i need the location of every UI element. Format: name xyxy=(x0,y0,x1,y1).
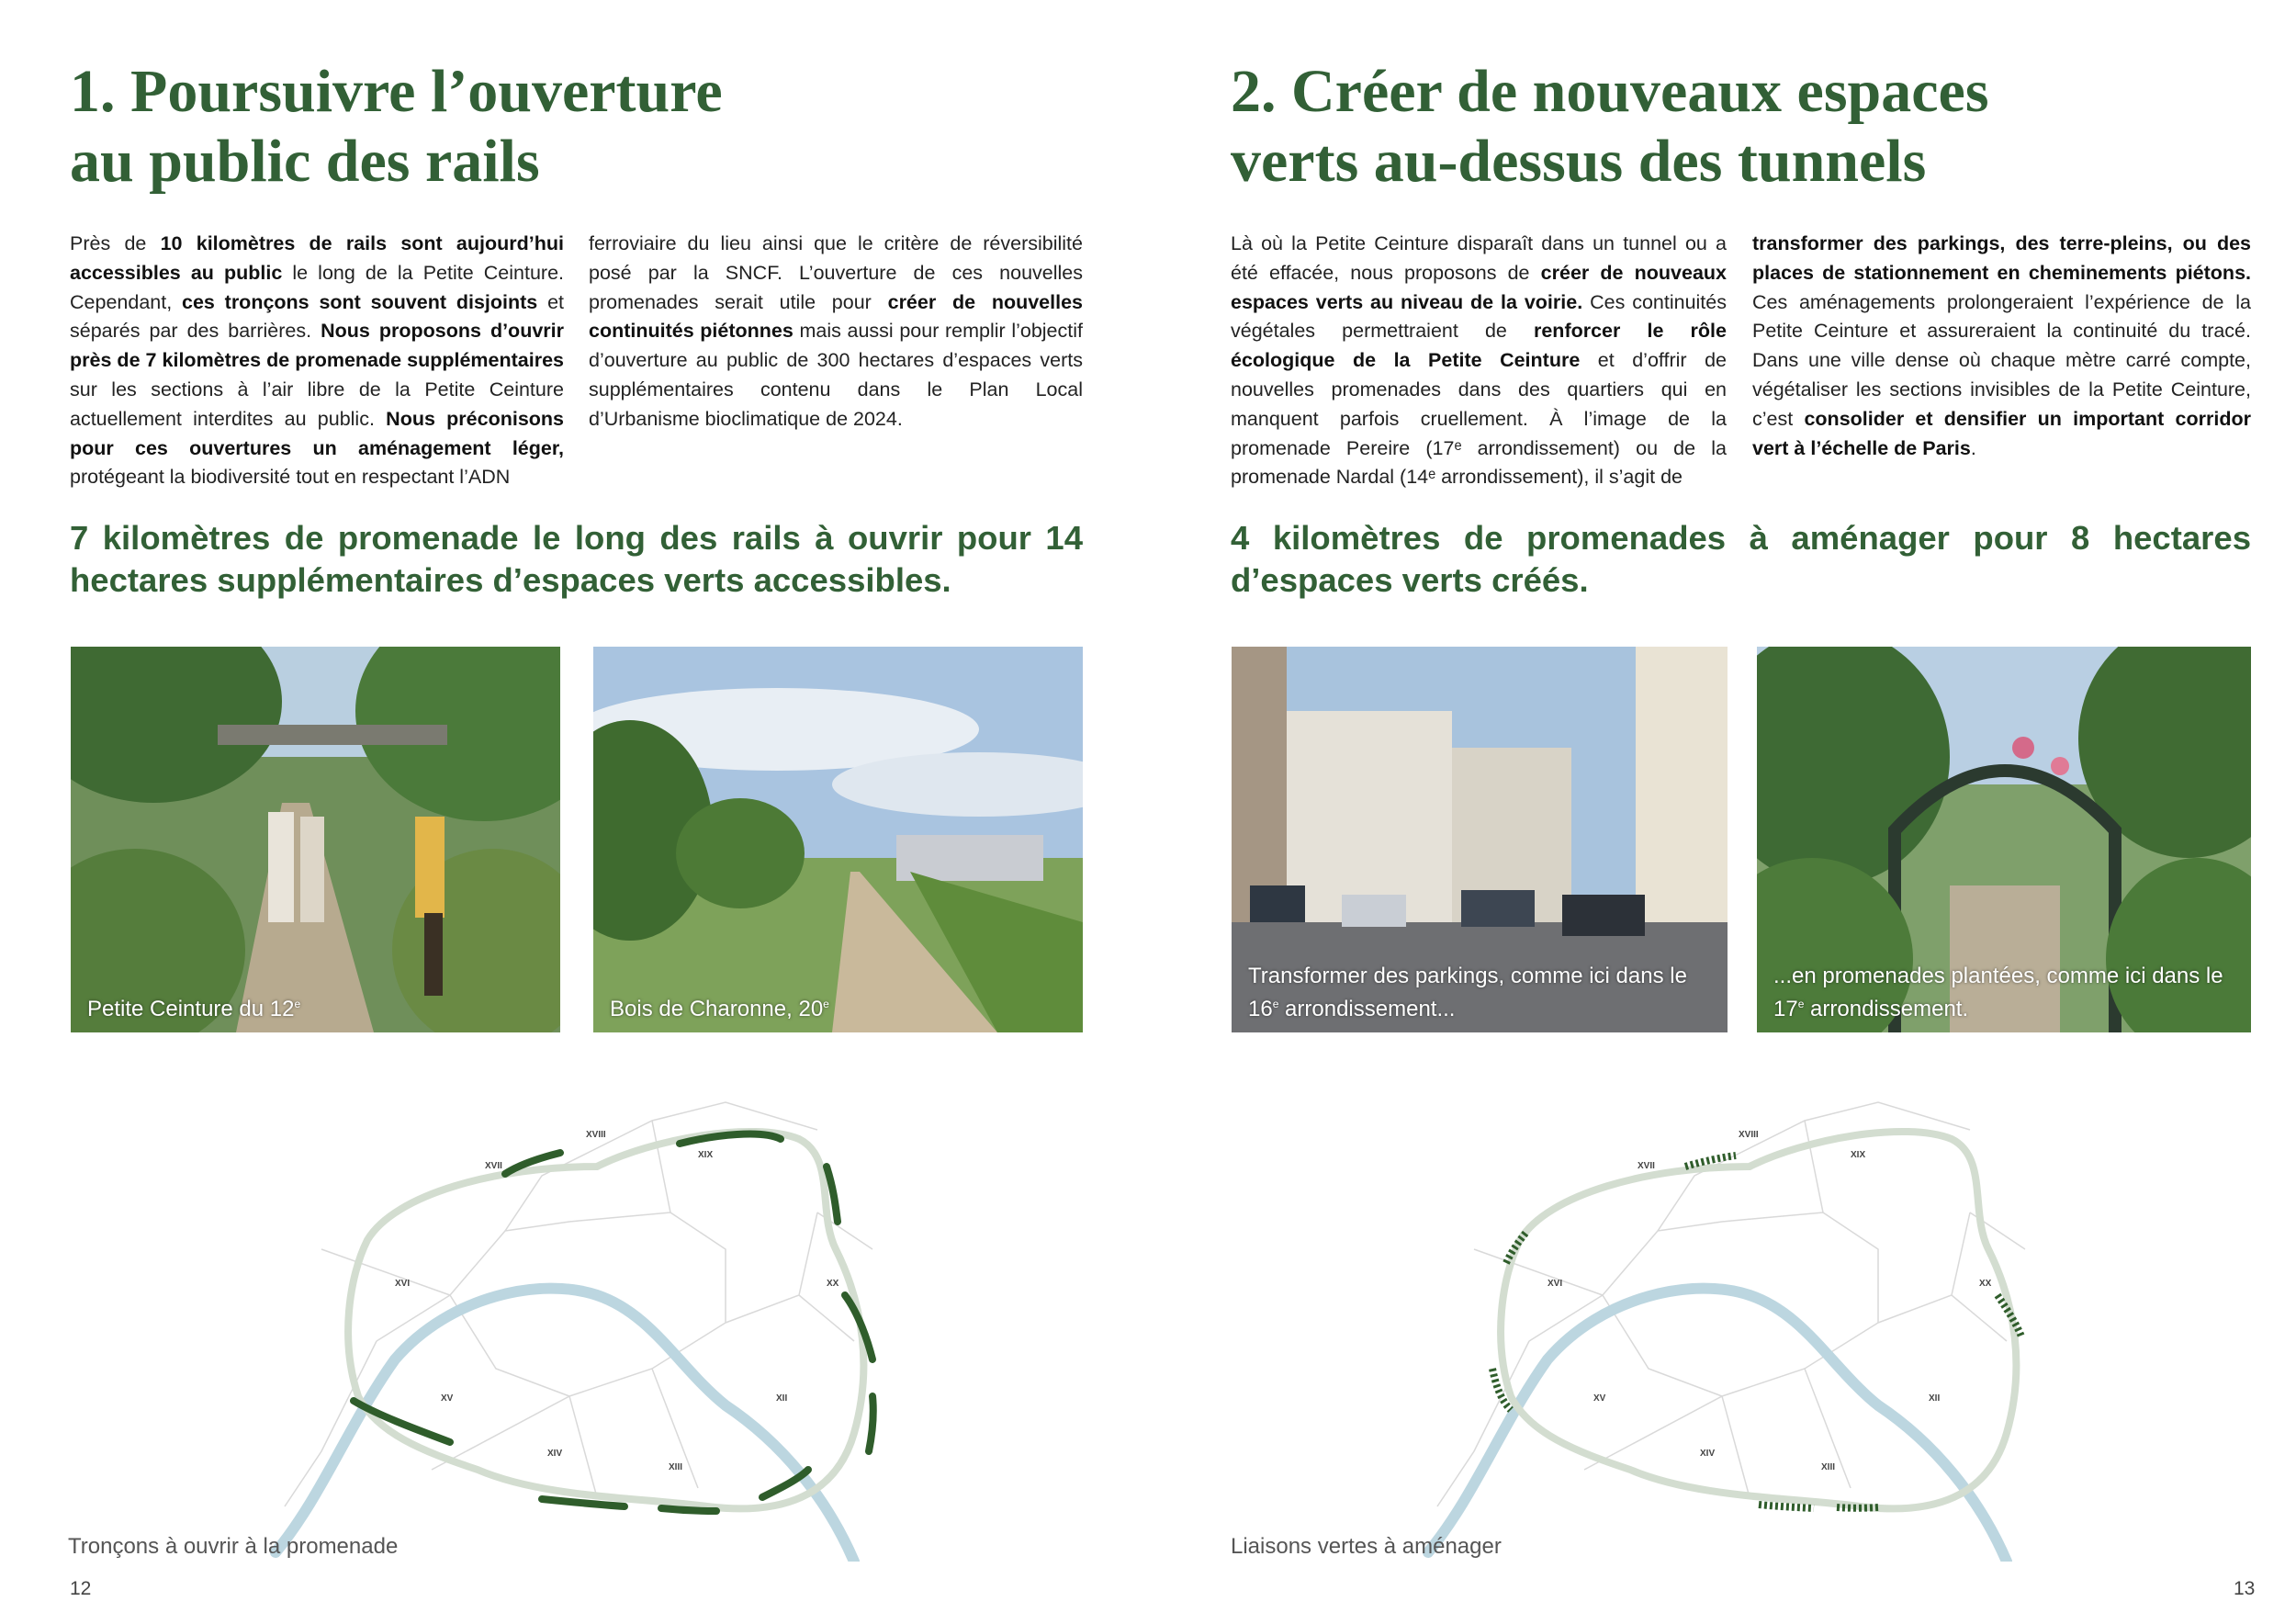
photo-caption: ...en promenades plantées, comme ici dans le 17e arrondissement. xyxy=(1773,964,2223,1021)
left-map-label: Tronçons à ouvrir à la promenade xyxy=(68,1534,399,1559)
body-text: Ces continuités végétales permettraient de xyxy=(1231,290,1727,343)
arr-label: XVI xyxy=(1548,1279,1563,1289)
body-text: et d’offrir de nouvelles promenades dans des quartiers qui en manquent parfois cruellement. À l’image de la promenade Pereire (17ᵉ arrondissement) ou de la promenade Nardal (14ᵉ arrondissement), il s’agit de xyxy=(1231,349,1727,489)
arr-label: XIII xyxy=(1821,1462,1836,1472)
left-title-line1: 1. Poursuivre l’ouverture xyxy=(70,58,723,125)
left-title xyxy=(70,57,1098,197)
map-liaisons-vertes xyxy=(1419,1066,2099,1562)
arr-label: XVI xyxy=(395,1279,411,1289)
body-text-bold: Nous préconisons pour ces ouvertures un aménagement léger, xyxy=(70,407,564,459)
arr-label: XVII xyxy=(1638,1161,1655,1171)
body-text-bold: 10 kilomètres de rails sont aujourd’hui accessibles au public xyxy=(70,232,564,284)
body-text-bold: ces tronçons sont souvent disjoints xyxy=(181,290,538,313)
arr-label: XIX xyxy=(698,1150,714,1160)
body-text: mais aussi pour remplir l’objectif d’ouverture au public de 300 hectares d’espaces verts supplémentaires contenu dans le Plan Local d’Urbanisme bioclimatique de 2024. xyxy=(589,320,1083,430)
arr-label: XX xyxy=(1979,1279,1992,1289)
arr-label: XV xyxy=(1593,1393,1606,1404)
page-number-left: 12 xyxy=(70,1578,92,1599)
body-text: le long de la Petite Ceinture. Cependant, xyxy=(70,261,564,313)
arr-label: XIX xyxy=(1851,1150,1866,1160)
arr-label: XVIII xyxy=(1739,1130,1759,1140)
page-number-right: 13 xyxy=(2234,1578,2256,1599)
body-text-bold: Nous proposons d’ouvrir près de 7 kilomètres de promenade supplémentaires xyxy=(70,320,564,372)
body-text-bold: renforcer le rôle écologique de la Petite Ceinture xyxy=(1231,320,1727,372)
right-title xyxy=(1231,57,2259,197)
right-title-line2: verts au-dessus des tunnels xyxy=(1231,128,1927,195)
arr-label: XII xyxy=(776,1393,788,1404)
body-text: Ces aménagements prolongeraient l’expérience de la Petite Ceinture et assureraient la continuité du tracé. Dans une ville dense où chaque mètre carré compte, végétaliser les sections invisibles de la Petite Ceinture, c’est xyxy=(1752,290,2251,430)
photo-promenade-plantee-17e xyxy=(1757,647,2251,1032)
body-text: et séparés par des barrières. xyxy=(70,290,565,343)
arr-label: XX xyxy=(827,1279,839,1289)
body-text-bold: transformer des parkings, des terre-pleins, ou des places de stationnement en cheminements piétons. xyxy=(1752,232,2251,284)
body-text: ferroviaire du lieu ainsi que le critère de réversibilité posé par la SNCF. L’ouverture de ces nouvelles promenades serait utile pour xyxy=(589,232,1083,313)
body-text: Là où la Petite Ceinture disparaît dans un tunnel ou a été effacée, nous proposons de xyxy=(1231,232,1727,284)
body-text: sur les sections à l’air libre de la Petite Ceinture actuellement interdites au public. xyxy=(70,378,564,430)
left-body-column-1 xyxy=(70,230,564,492)
arr-label: XV xyxy=(441,1393,454,1404)
arr-label: XII xyxy=(1929,1393,1941,1404)
body-text-bold: consolider et densifier un important corridor vert à l’échelle de Paris xyxy=(1752,407,2251,459)
photo-caption: Transformer des parkings, comme ici dans le 16e arrondissement... xyxy=(1248,964,1687,1021)
arr-label: XVIII xyxy=(586,1130,606,1140)
photo-caption: Bois de Charonne, 20e xyxy=(610,997,829,1021)
left-body-column-2 xyxy=(589,230,1083,434)
map-troncons-a-ouvrir xyxy=(266,1066,946,1562)
body-text: protégeant la biodiversité tout en respectant l’ADN xyxy=(70,466,511,489)
arr-label: XIV xyxy=(1700,1449,1716,1459)
left-kicker: 7 kilomètres de promenade le long des rails à ouvrir pour 14 hectares supplémentaires d’espaces verts accessibles. xyxy=(70,519,1083,599)
right-body-column-2 xyxy=(1752,230,2251,463)
photo-petite-ceinture-12 xyxy=(71,647,560,1032)
right-body-column-1 xyxy=(1231,230,1727,492)
right-kicker: 4 kilomètres de promenades à aménager pour 8 hectares d’espaces verts créés. xyxy=(1231,519,2251,599)
photo-bois-de-charonne xyxy=(593,647,1083,1032)
right-title-line1: 2. Créer de nouveaux espaces xyxy=(1231,58,1989,125)
body-text-bold: créer de nouvelles continuités piétonnes xyxy=(589,290,1083,343)
body-text-bold: créer de nouveaux espaces verts au niveau de la voirie. xyxy=(1231,261,1727,313)
photo-parkings-16e xyxy=(1232,647,1728,1032)
arr-label: XVII xyxy=(485,1161,502,1171)
body-text: Près de xyxy=(70,232,161,254)
arr-label: XIV xyxy=(547,1449,563,1459)
arr-label: XIII xyxy=(669,1462,683,1472)
body-text: . xyxy=(1970,436,1976,459)
photo-caption: Petite Ceinture du 12e xyxy=(87,997,301,1021)
left-title-line2: au public des rails xyxy=(70,128,540,195)
right-map-label: Liaisons vertes à aménager xyxy=(1231,1534,1502,1559)
